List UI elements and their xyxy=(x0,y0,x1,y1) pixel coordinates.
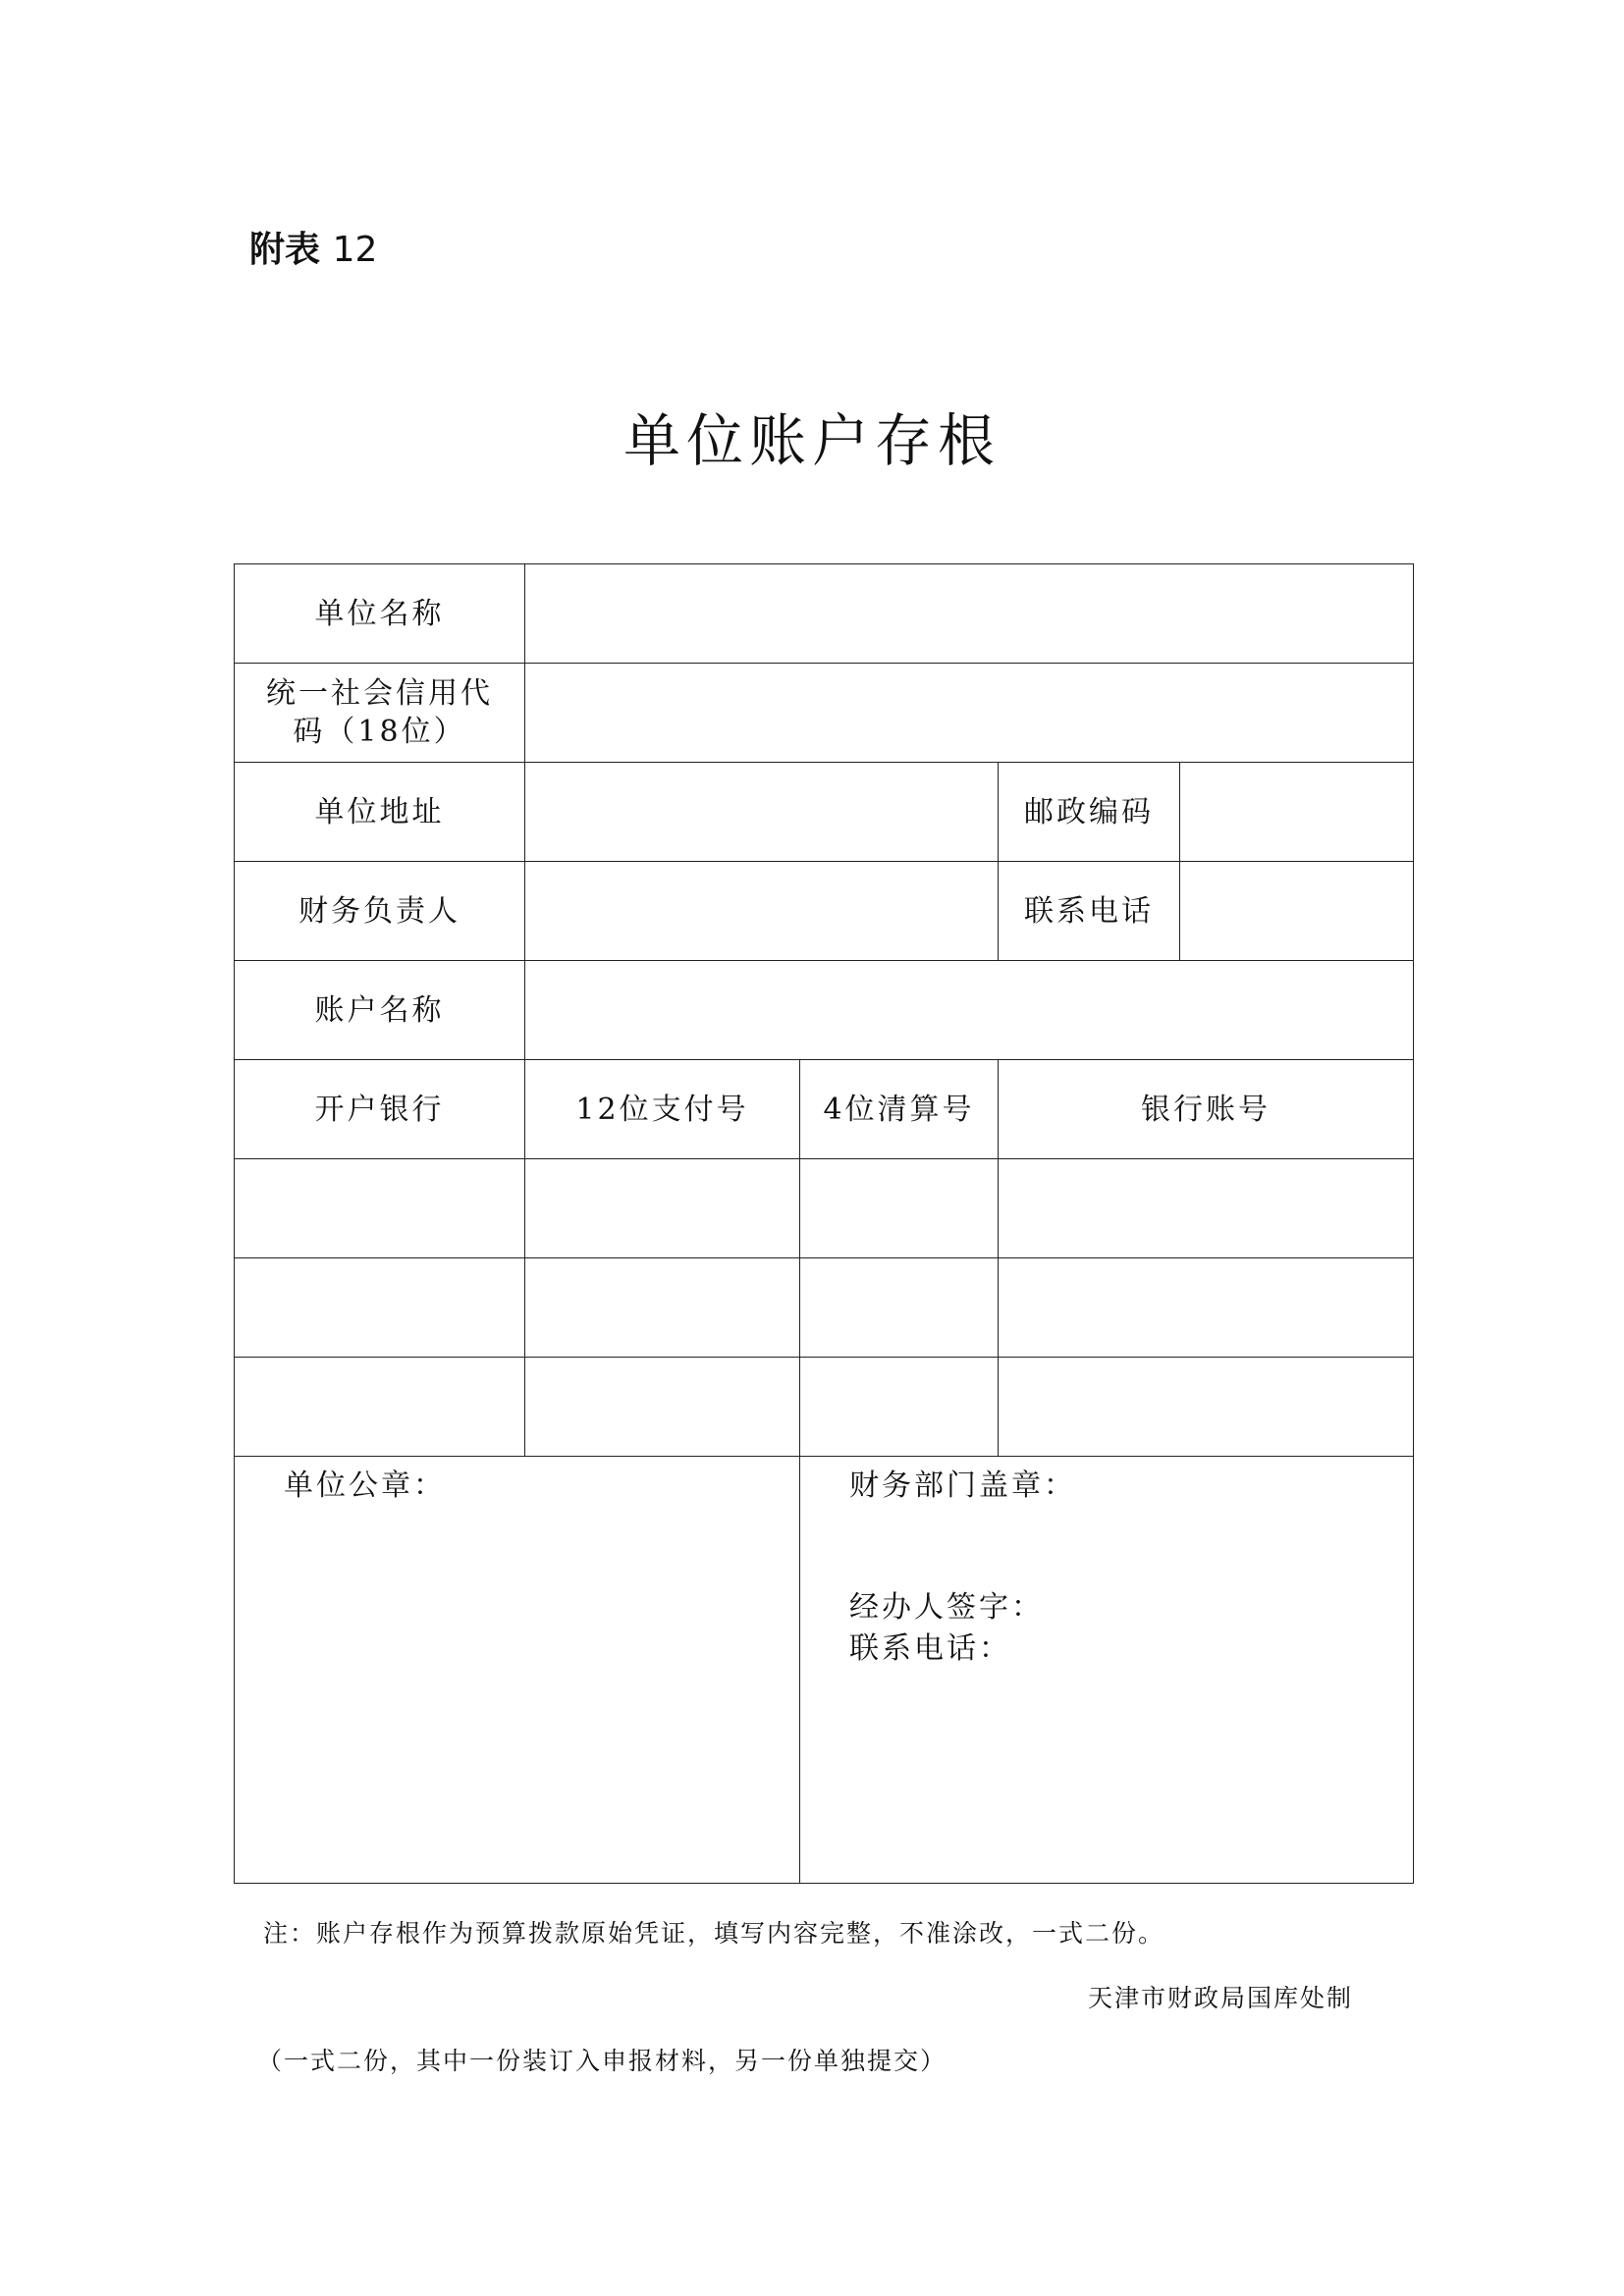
bank-entry-row xyxy=(235,1258,1414,1358)
credit-code-field[interactable] xyxy=(525,664,1414,763)
postal-code-label: 邮政编码 xyxy=(999,763,1180,862)
unit-name-label: 单位名称 xyxy=(235,564,525,664)
account-no-field[interactable] xyxy=(999,1159,1414,1258)
bank-field[interactable] xyxy=(235,1358,525,1457)
payment-no-field[interactable] xyxy=(525,1159,800,1258)
account-name-label: 账户名称 xyxy=(235,961,525,1060)
bank-entry-row xyxy=(235,1159,1414,1258)
bank-field[interactable] xyxy=(235,1159,525,1258)
finance-seal-area[interactable] xyxy=(800,1457,1414,1884)
unit-seal-area[interactable] xyxy=(235,1457,800,1884)
seal-row xyxy=(235,1457,1414,1884)
issuer-text: 天津市财政局国库处制 xyxy=(1088,1984,1354,2012)
clearing-no-column-header: 4位清算号 xyxy=(800,1060,999,1159)
payment-no-field[interactable] xyxy=(525,1358,800,1457)
unit-address-field[interactable] xyxy=(525,763,999,862)
credit-code-label: 统一社会信用代码（18位） xyxy=(235,664,525,763)
finance-head-label: 财务负责人 xyxy=(235,862,525,961)
account-no-column-header: 银行账号 xyxy=(999,1060,1414,1159)
clearing-no-field[interactable] xyxy=(800,1159,999,1258)
finance-seal-label: 财务部门盖章： xyxy=(849,1468,1076,1503)
bank-header-row xyxy=(235,1060,1414,1159)
unit-seal-label: 单位公章： xyxy=(284,1468,446,1503)
postal-code-field[interactable] xyxy=(1180,763,1414,862)
clearing-no-field[interactable] xyxy=(800,1258,999,1358)
page-title: 单位账户存根 xyxy=(623,407,1001,474)
attachment-number: 12 xyxy=(332,230,378,270)
contact-phone-label: 联系电话 xyxy=(999,862,1180,961)
account-no-field[interactable] xyxy=(999,1258,1414,1358)
bank-field[interactable] xyxy=(235,1258,525,1358)
address-row xyxy=(235,763,1414,862)
payment-no-field[interactable] xyxy=(525,1258,800,1358)
payment-no-column-header: 12位支付号 xyxy=(525,1060,800,1159)
footer-note: 注：账户存根作为预算拨款原始凭证，填写内容完整，不准涂改，一式二份。 xyxy=(263,1919,1165,1948)
finance-head-row xyxy=(235,862,1414,961)
bank-entry-row xyxy=(235,1358,1414,1457)
account-stub-form xyxy=(234,563,1414,1884)
handler-phone-label: 联系电话： xyxy=(849,1631,1011,1666)
handler-sign-label: 经办人签字： xyxy=(849,1590,1044,1625)
contact-phone-field[interactable] xyxy=(1180,862,1414,961)
attachment-heading xyxy=(249,222,377,272)
credit-code-row xyxy=(235,664,1414,763)
bank-column-header: 开户银行 xyxy=(235,1060,525,1159)
copies-note: （一式二份，其中一份装订入申报材料，另一份单独提交） xyxy=(257,2047,947,2075)
account-name-row xyxy=(235,961,1414,1060)
finance-head-field[interactable] xyxy=(525,862,999,961)
account-name-field[interactable] xyxy=(525,961,1414,1060)
clearing-no-field[interactable] xyxy=(800,1358,999,1457)
unit-name-row xyxy=(235,564,1414,664)
unit-name-field[interactable] xyxy=(525,564,1414,664)
account-no-field[interactable] xyxy=(999,1358,1414,1457)
unit-address-label: 单位地址 xyxy=(235,763,525,862)
attachment-label: 附表 xyxy=(249,230,321,270)
